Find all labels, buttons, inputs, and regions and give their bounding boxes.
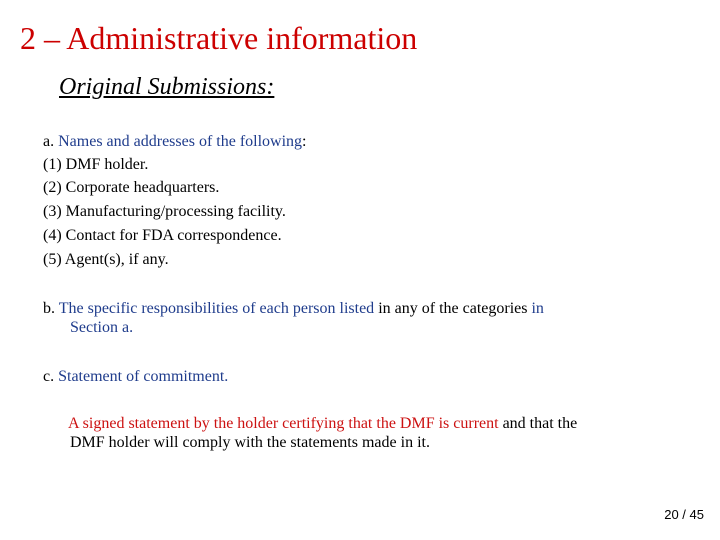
section-b-in: in <box>531 300 544 317</box>
statement-text: and that the <box>498 415 578 432</box>
section-a-prefix: a. <box>43 133 59 150</box>
section-a-colon: : <box>302 133 307 150</box>
statement-line1 <box>68 414 577 434</box>
page-total: 45 <box>689 507 704 522</box>
statement-highlight: A signed statement by the holder certifying that the DMF is current <box>68 415 499 432</box>
statement-line2: DMF holder will comply with the statements made in it. <box>70 434 430 451</box>
section-c-heading <box>43 367 228 387</box>
slide-title: 2 – Administrative information <box>20 20 418 56</box>
list-item: (5) Agent(s), if any. <box>43 251 169 268</box>
section-c-prefix: c. <box>43 368 59 385</box>
section-c-title: Statement of commitment. <box>58 368 229 385</box>
section-a-heading <box>43 132 307 152</box>
section-b-prefix: b. <box>43 300 59 317</box>
slide-subtitle: Original Submissions: <box>59 74 275 100</box>
list-item: (4) Contact for FDA correspondence. <box>43 227 282 244</box>
section-b-line1 <box>43 299 544 319</box>
list-item: (1) DMF holder. <box>43 156 149 173</box>
section-a-title: Names and addresses of the following <box>58 133 303 150</box>
page-separator: / <box>678 507 690 522</box>
list-item: (3) Manufacturing/processing facility. <box>43 203 286 220</box>
section-b-text: in any of the categories <box>374 300 532 317</box>
section-b-highlight: The specific responsibilities of each person listed <box>58 300 375 317</box>
page-number <box>664 507 704 522</box>
list-item: (2) Corporate headquarters. <box>43 179 220 196</box>
section-b-line2: Section a. <box>70 319 134 336</box>
page-current: 20 <box>664 507 679 522</box>
